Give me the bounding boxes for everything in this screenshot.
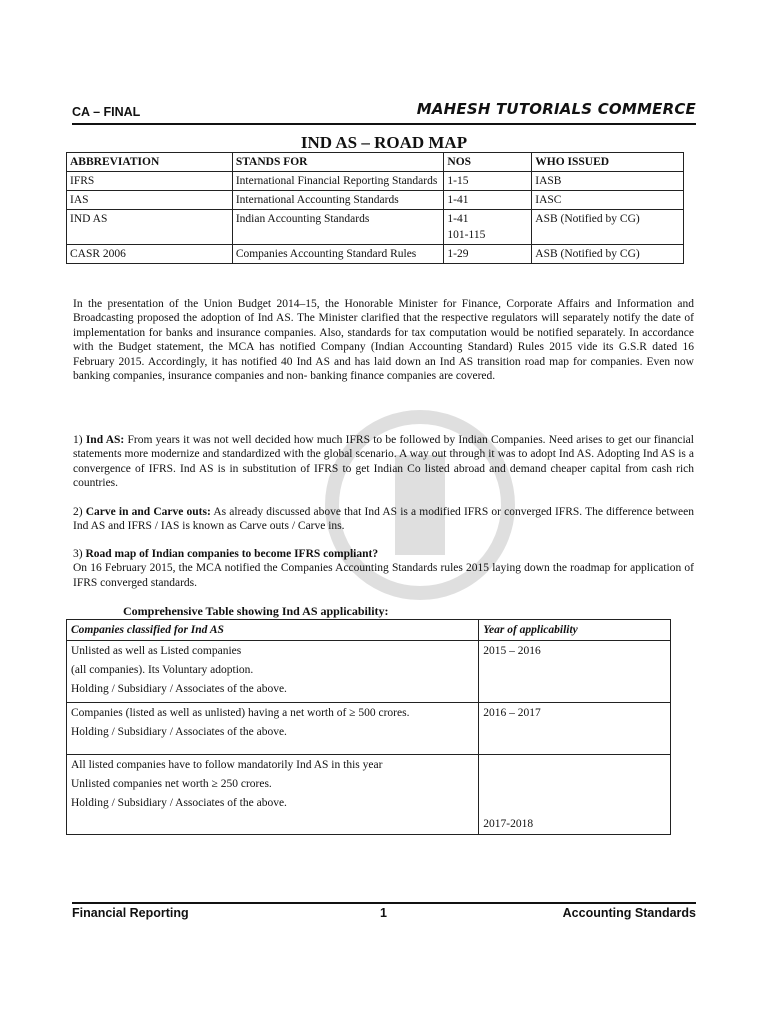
intro-paragraph: In the presentation of the Union Budget 2014–15, the Honorable Minister for Finance, Corporate Affairs and Information and Broadcasting proposed the adoption of Ind AS. The Minister clarified that the respective regulators will separately notify the date of implementation for banks and insurance companies. Also, standards for tax computation would be notified separately. In accordance with the Budget statement, the MCA has notified Company (Indian Accounting Standard) Rules 2015 vide its G.S.R dated 16 February 2015. Accordingly, it has notified 40 Ind AS and has laid down an Ind AS transition road map for companies. Even now banking companies, insurance companies and non- banking finance companies are covered. bbox=[73, 298, 694, 383]
table-row bbox=[67, 245, 684, 264]
nos-line: 101-115 bbox=[447, 229, 486, 241]
class-line: Unlisted as well as Listed companies bbox=[71, 645, 242, 657]
footer-rule bbox=[72, 902, 696, 904]
column-header: Companies classified for Ind AS bbox=[67, 620, 479, 641]
nos-line: 1-41 bbox=[447, 213, 469, 225]
class-line: Holding / Subsidiary / Associates of the above. bbox=[71, 726, 287, 738]
company-class-cell bbox=[67, 641, 479, 703]
point-number: 3) bbox=[73, 548, 86, 560]
nos-cell: 1-41 bbox=[444, 191, 532, 210]
applicability-caption: Comprehensive Table showing Ind AS applicability: bbox=[123, 604, 389, 618]
table-row bbox=[67, 755, 671, 835]
class-line: Unlisted companies net worth ≥ 250 crores. bbox=[71, 778, 272, 790]
stands-for-cell: International Financial Reporting Standards bbox=[232, 172, 444, 191]
stands-for-cell: Companies Accounting Standard Rules bbox=[232, 245, 444, 264]
table-row bbox=[67, 703, 671, 755]
column-header: NOS bbox=[444, 153, 532, 172]
abbreviation-table bbox=[66, 152, 684, 264]
column-header: ABBREVIATION bbox=[67, 153, 233, 172]
stands-for-cell: International Accounting Standards bbox=[232, 191, 444, 210]
year-cell: 2017-2018 bbox=[479, 755, 671, 835]
abbreviation-cell: IAS bbox=[67, 191, 233, 210]
issuer-cell: IASC bbox=[532, 191, 684, 210]
point-text: From years it was not well decided how much IFRS to be followed by Indian Companies. Need arises to get our financial statements more modernize and standardized with the global scenario. A way out through it was to adopt Ind AS. Adopting Ind AS is a convergence of IFRS. Ind AS is in substitution of IFRS to get Indian Co listed abroad and demand cheaper capital from cash rich countries. bbox=[73, 434, 694, 490]
point-ind-as bbox=[73, 433, 694, 491]
table-row bbox=[67, 172, 684, 191]
class-line: Companies (listed as well as unlisted) having a net worth of ≥ 500 crores. bbox=[71, 707, 410, 719]
page-header bbox=[72, 100, 696, 122]
brand-name: MAHESH TUTORIALS COMMERCE bbox=[416, 100, 696, 118]
point-number: 2) bbox=[73, 506, 86, 518]
footer-topic: Accounting Standards bbox=[562, 906, 696, 920]
issuer-cell: IASB bbox=[532, 172, 684, 191]
point-number: 1) bbox=[73, 434, 86, 446]
nos-cell: 1-15 bbox=[444, 172, 532, 191]
table-row bbox=[67, 641, 671, 703]
table-header-row bbox=[67, 620, 671, 641]
point-carve-outs bbox=[73, 505, 694, 534]
table-header-row bbox=[67, 153, 684, 172]
point-text: As already discussed above that Ind AS is a modified IFRS or converged IFRS. The difference between Ind AS and IFRS / IAS is known as Carve outs / Carve ins. bbox=[73, 506, 694, 533]
point-heading: Road map of Indian companies to become IFRS compliant? bbox=[85, 548, 379, 560]
nos-cell: 1-29 bbox=[444, 245, 532, 264]
applicability-table bbox=[66, 619, 671, 835]
header-rule bbox=[72, 123, 696, 125]
point-heading: Carve in and Carve outs: bbox=[85, 506, 211, 518]
page-title: IND AS – ROAD MAP bbox=[300, 133, 468, 152]
year-cell: 2016 – 2017 bbox=[479, 703, 671, 755]
abbreviation-cell: CASR 2006 bbox=[67, 245, 233, 264]
class-line: All listed companies have to follow mandatorily Ind AS in this year bbox=[71, 759, 383, 771]
column-header: Year of applicability bbox=[479, 620, 671, 641]
point-road-map bbox=[73, 547, 694, 590]
company-class-cell bbox=[67, 755, 479, 835]
point-text: On 16 February 2015, the MCA notified the Companies Accounting Standards rules 2015 laying down the roadmap for application of IFRS converged standards. bbox=[73, 562, 694, 589]
column-header: WHO ISSUED bbox=[532, 153, 684, 172]
course-label: CA – FINAL bbox=[72, 105, 141, 119]
company-class-cell bbox=[67, 703, 479, 755]
year-cell: 2015 – 2016 bbox=[479, 641, 671, 703]
issuer-cell: ASB (Notified by CG) bbox=[532, 210, 684, 245]
column-header: STANDS FOR bbox=[232, 153, 444, 172]
nos-cell bbox=[444, 210, 532, 245]
issuer-cell: ASB (Notified by CG) bbox=[532, 245, 684, 264]
stands-for-cell: Indian Accounting Standards bbox=[232, 210, 444, 245]
table-row bbox=[67, 191, 684, 210]
point-heading: Ind AS: bbox=[85, 434, 125, 446]
page-number: 1 bbox=[380, 906, 387, 920]
table-row bbox=[67, 210, 684, 245]
class-line: (all companies). Its Voluntary adoption. bbox=[71, 664, 254, 676]
footer-subject: Financial Reporting bbox=[72, 906, 189, 920]
abbreviation-cell: IFRS bbox=[67, 172, 233, 191]
class-line: Holding / Subsidiary / Associates of the above. bbox=[71, 797, 287, 809]
class-line: Holding / Subsidiary / Associates of the above. bbox=[71, 683, 287, 695]
abbreviation-cell: IND AS bbox=[67, 210, 233, 245]
